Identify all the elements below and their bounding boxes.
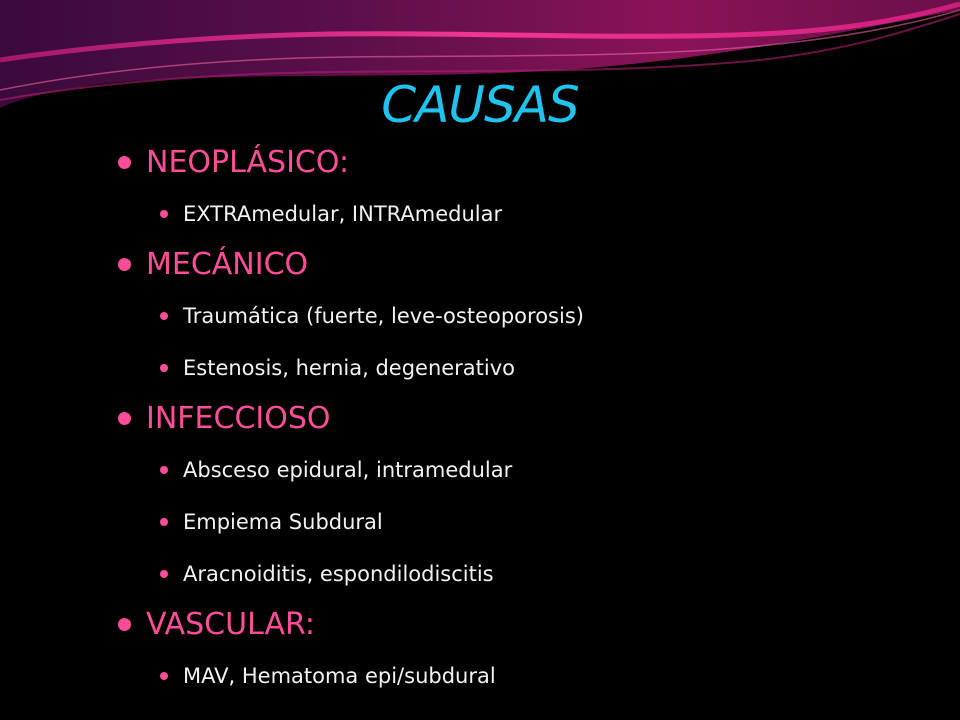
list-item-label: Aracnoiditis, espondilodiscitis bbox=[183, 562, 494, 586]
bullet-icon bbox=[160, 672, 168, 680]
list-item bbox=[156, 342, 916, 394]
bullet-icon bbox=[160, 210, 168, 218]
bullet-icon bbox=[118, 412, 131, 425]
bullet-icon bbox=[160, 312, 168, 320]
list-item-label: Estenosis, hernia, degenerativo bbox=[183, 356, 516, 380]
bullet-icon bbox=[160, 518, 168, 526]
bullet-list bbox=[116, 138, 916, 702]
bullet-icon bbox=[160, 466, 168, 474]
list-item bbox=[156, 650, 916, 702]
section-heading-neoplasico bbox=[116, 138, 916, 188]
bullet-icon bbox=[160, 364, 168, 372]
section-heading-infeccioso bbox=[116, 394, 916, 444]
list-item-label: Absceso epidural, intramedular bbox=[183, 458, 513, 482]
bullet-icon bbox=[160, 570, 168, 578]
list-item bbox=[156, 290, 916, 342]
bullet-icon bbox=[118, 258, 131, 271]
slide-title: CAUSAS bbox=[381, 76, 579, 134]
section-heading-vascular bbox=[116, 600, 916, 650]
list-item-label: Empiema Subdural bbox=[183, 510, 383, 534]
bullet-icon bbox=[118, 618, 131, 631]
section-heading-label: MECÁNICO bbox=[146, 247, 309, 282]
list-item-label: MAV, Hematoma epi/subdural bbox=[183, 664, 496, 688]
list-item-label: EXTRAmedular, INTRAmedular bbox=[183, 202, 503, 226]
section-heading-label: NEOPLÁSICO: bbox=[146, 145, 350, 180]
list-item-label: Traumática (fuerte, leve-osteoporosis) bbox=[183, 304, 584, 328]
list-item bbox=[156, 496, 916, 548]
bullet-icon bbox=[118, 156, 131, 169]
list-item bbox=[156, 188, 916, 240]
list-item bbox=[156, 444, 916, 496]
section-heading-mecanico bbox=[116, 240, 916, 290]
section-heading-label: VASCULAR: bbox=[146, 607, 316, 642]
list-item bbox=[156, 548, 916, 600]
section-heading-label: INFECCIOSO bbox=[146, 401, 331, 436]
